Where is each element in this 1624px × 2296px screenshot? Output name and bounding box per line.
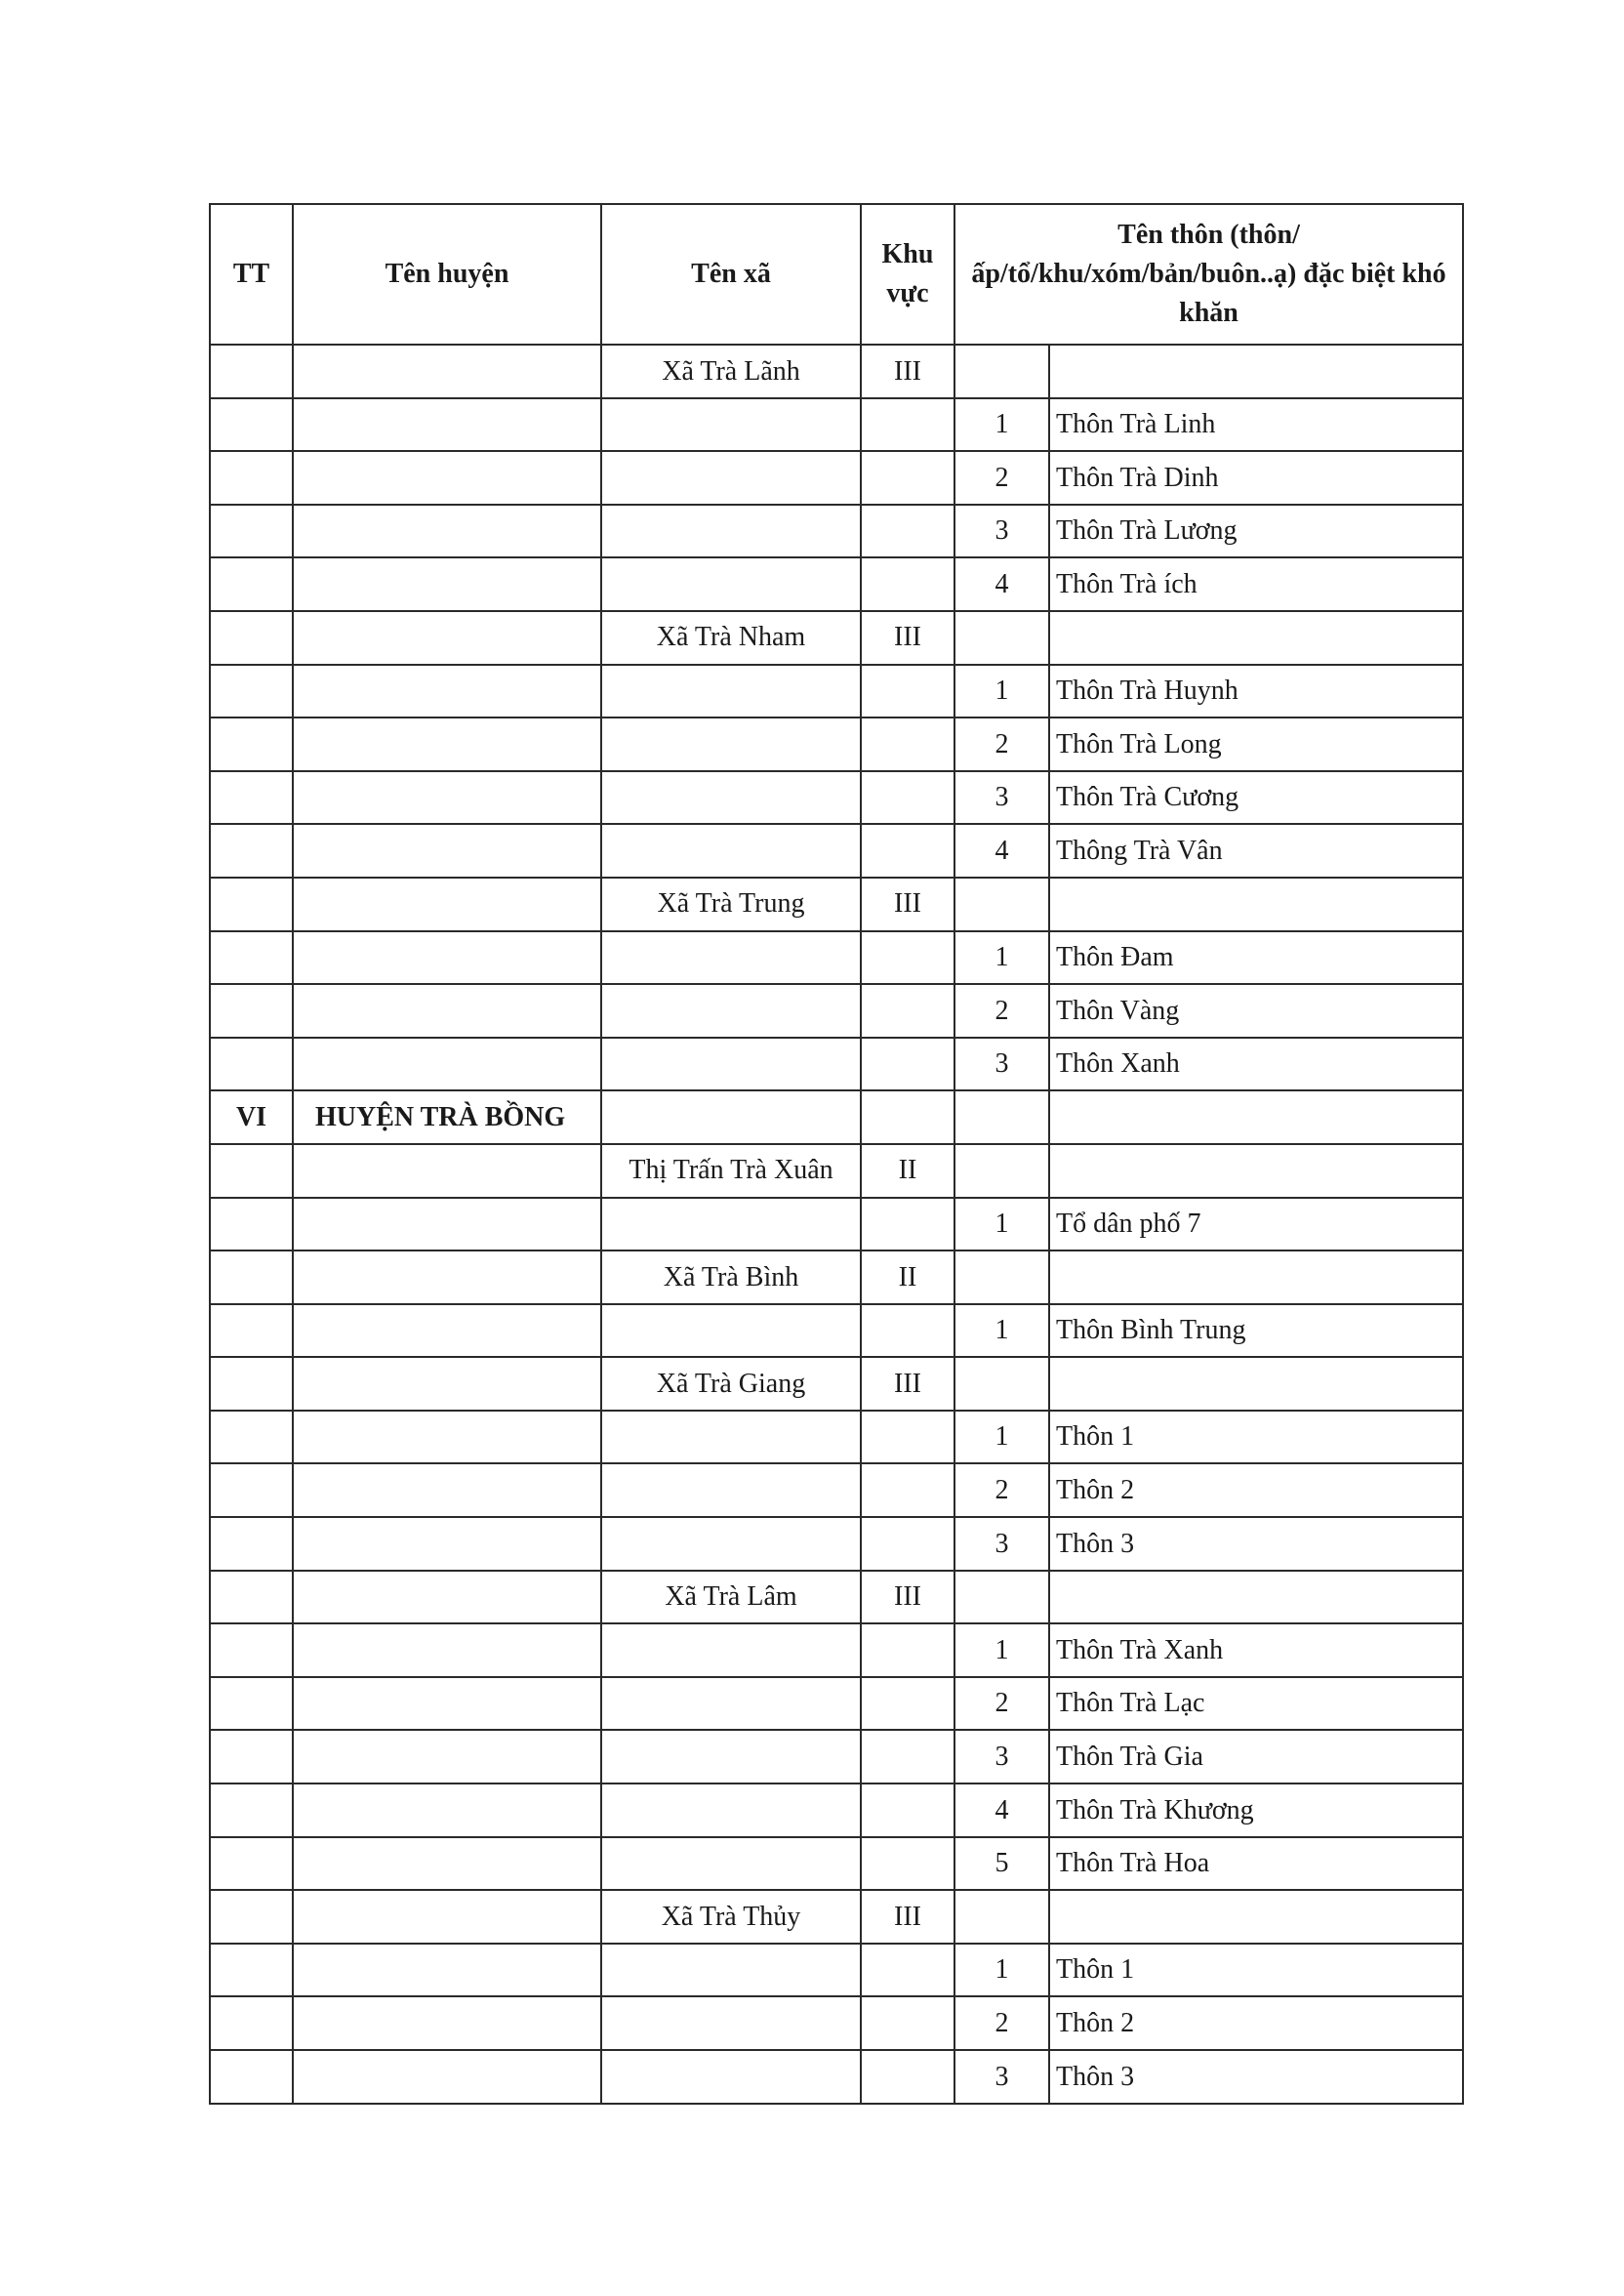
cell-district [293, 1517, 601, 1571]
table-row [210, 611, 1463, 665]
cell-region [861, 1730, 954, 1784]
table-row [210, 931, 1463, 985]
cell-village-number: 1 [954, 1623, 1049, 1677]
table-row [210, 2050, 1463, 2104]
cell-tt [210, 345, 293, 398]
cell-village-name: Thông Trà Vân [1049, 824, 1463, 878]
cell-village-number: 3 [954, 1730, 1049, 1784]
table-row [210, 665, 1463, 718]
cell-village-number: 4 [954, 824, 1049, 878]
cell-village-name [1049, 878, 1463, 931]
cell-tt [210, 1144, 293, 1198]
cell-district [293, 1996, 601, 2050]
cell-commune [601, 505, 861, 558]
cell-commune: Xã Trà Thủy [601, 1890, 861, 1944]
cell-region: II [861, 1144, 954, 1198]
cell-district [293, 1144, 601, 1198]
table-row [210, 771, 1463, 825]
cell-village-number [954, 1144, 1049, 1198]
cell-village-name: Thôn Bình Trung [1049, 1304, 1463, 1358]
cell-village-name: Thôn Trà Long [1049, 718, 1463, 771]
cell-village-number [954, 1890, 1049, 1944]
cell-region [861, 1837, 954, 1891]
cell-district [293, 1623, 601, 1677]
cell-village-number: 2 [954, 1463, 1049, 1517]
table-row [210, 1996, 1463, 2050]
cell-district [293, 2050, 601, 2104]
cell-tt: VI [210, 1090, 293, 1144]
cell-village-name: Thôn 3 [1049, 1517, 1463, 1571]
cell-district [293, 878, 601, 931]
cell-commune [601, 398, 861, 452]
cell-district [293, 771, 601, 825]
cell-tt [210, 1304, 293, 1358]
cell-commune [601, 1837, 861, 1891]
cell-commune [601, 1677, 861, 1731]
cell-commune [601, 1996, 861, 2050]
villages-table [209, 203, 1464, 2105]
cell-village-name [1049, 1250, 1463, 1304]
cell-tt [210, 1463, 293, 1517]
cell-tt [210, 1677, 293, 1731]
header-huyen: Tên huyện [293, 204, 601, 345]
cell-region [861, 398, 954, 452]
cell-village-number: 4 [954, 1784, 1049, 1837]
cell-region [861, 1304, 954, 1358]
cell-commune [601, 451, 861, 505]
cell-region: III [861, 878, 954, 931]
cell-village-name: Thôn Trà Dinh [1049, 451, 1463, 505]
cell-village-number: 1 [954, 1304, 1049, 1358]
cell-district [293, 1250, 601, 1304]
cell-village-number: 1 [954, 931, 1049, 985]
cell-district [293, 345, 601, 398]
cell-tt [210, 665, 293, 718]
cell-district [293, 665, 601, 718]
cell-commune [601, 1944, 861, 1997]
table-row [210, 984, 1463, 1038]
cell-tt [210, 557, 293, 611]
cell-region [861, 931, 954, 985]
cell-village-name [1049, 345, 1463, 398]
table-row [210, 451, 1463, 505]
table-row [210, 1571, 1463, 1624]
cell-commune [601, 1090, 861, 1144]
cell-tt [210, 1730, 293, 1784]
cell-tt [210, 771, 293, 825]
cell-commune [601, 718, 861, 771]
cell-region: III [861, 1357, 954, 1411]
cell-region [861, 1198, 954, 1251]
cell-village-name: Thôn Trà Lương [1049, 505, 1463, 558]
cell-village-number: 3 [954, 505, 1049, 558]
cell-district [293, 398, 601, 452]
cell-region [861, 557, 954, 611]
cell-tt [210, 1198, 293, 1251]
cell-district [293, 1038, 601, 1091]
header-khu-vuc: Khu vực [861, 204, 954, 345]
cell-village-name [1049, 1357, 1463, 1411]
cell-village-number: 2 [954, 451, 1049, 505]
cell-commune [601, 1784, 861, 1837]
cell-commune [601, 1038, 861, 1091]
table-row [210, 1730, 1463, 1784]
cell-district [293, 1411, 601, 1464]
cell-village-name: Tổ dân phố 7 [1049, 1198, 1463, 1251]
cell-village-name: Thôn Trà Cương [1049, 771, 1463, 825]
cell-village-name: Thôn 3 [1049, 2050, 1463, 2104]
cell-village-name: Thôn Trà Linh [1049, 398, 1463, 452]
cell-village-name: Thôn Trà Hoa [1049, 1837, 1463, 1891]
cell-village-number [954, 1090, 1049, 1144]
cell-village-number: 1 [954, 398, 1049, 452]
cell-region [861, 1517, 954, 1571]
cell-commune [601, 665, 861, 718]
cell-commune: Xã Trà Bình [601, 1250, 861, 1304]
cell-district [293, 557, 601, 611]
table-row [210, 557, 1463, 611]
header-xa: Tên xã [601, 204, 861, 345]
cell-commune: Xã Trà Trung [601, 878, 861, 931]
cell-village-name: Thôn Trà Khương [1049, 1784, 1463, 1837]
header-thon: Tên thôn (thôn/ấp/tổ/khu/xóm/bản/buôn..ạ) đặc biệt khó khăn [954, 204, 1463, 345]
cell-village-name: Thôn Xanh [1049, 1038, 1463, 1091]
cell-commune: Thị Trấn Trà Xuân [601, 1144, 861, 1198]
cell-village-name: Thôn Trà ích [1049, 557, 1463, 611]
table-row [210, 1517, 1463, 1571]
cell-region [861, 1463, 954, 1517]
cell-region: III [861, 611, 954, 665]
cell-region [861, 451, 954, 505]
cell-district [293, 1784, 601, 1837]
cell-region: II [861, 1250, 954, 1304]
cell-district [293, 931, 601, 985]
table-row [210, 1463, 1463, 1517]
cell-region [861, 771, 954, 825]
cell-village-name: Thôn 1 [1049, 1411, 1463, 1464]
table-row [210, 1144, 1463, 1198]
cell-village-name: Thôn Đam [1049, 931, 1463, 985]
cell-tt [210, 1890, 293, 1944]
cell-village-number: 2 [954, 718, 1049, 771]
table-row [210, 398, 1463, 452]
cell-district [293, 1837, 601, 1891]
cell-tt [210, 398, 293, 452]
cell-region [861, 1038, 954, 1091]
cell-district [293, 1357, 601, 1411]
table-row [210, 345, 1463, 398]
cell-village-name [1049, 1090, 1463, 1144]
cell-tt [210, 505, 293, 558]
cell-village-number [954, 1571, 1049, 1624]
cell-district [293, 1677, 601, 1731]
cell-village-number [954, 1357, 1049, 1411]
cell-commune [601, 1623, 861, 1677]
cell-region [861, 1623, 954, 1677]
cell-village-number [954, 1250, 1049, 1304]
cell-region [861, 1411, 954, 1464]
cell-tt [210, 1996, 293, 2050]
cell-district [293, 1944, 601, 1997]
table-row [210, 878, 1463, 931]
cell-commune [601, 1198, 861, 1251]
table-row [210, 1944, 1463, 1997]
cell-village-number: 3 [954, 1038, 1049, 1091]
cell-commune: Xã Trà Lãnh [601, 345, 861, 398]
cell-village-name [1049, 1890, 1463, 1944]
cell-village-name: Thôn Vàng [1049, 984, 1463, 1038]
cell-commune [601, 931, 861, 985]
table-row [210, 718, 1463, 771]
cell-district [293, 1463, 601, 1517]
cell-village-number [954, 878, 1049, 931]
table-header-row [210, 204, 1463, 345]
cell-tt [210, 451, 293, 505]
table-row [210, 1837, 1463, 1891]
cell-region [861, 1784, 954, 1837]
cell-village-name [1049, 1144, 1463, 1198]
cell-village-number: 3 [954, 771, 1049, 825]
cell-village-number: 4 [954, 557, 1049, 611]
cell-region [861, 505, 954, 558]
cell-village-number: 1 [954, 665, 1049, 718]
cell-commune: Xã Trà Giang [601, 1357, 861, 1411]
table-row [210, 1038, 1463, 1091]
cell-tt [210, 1517, 293, 1571]
cell-commune: Xã Trà Nham [601, 611, 861, 665]
cell-village-name: Thôn 2 [1049, 1463, 1463, 1517]
district-row [210, 1090, 1463, 1144]
cell-village-number: 3 [954, 2050, 1049, 2104]
cell-district [293, 1198, 601, 1251]
cell-commune: Xã Trà Lâm [601, 1571, 861, 1624]
table-row [210, 1784, 1463, 1837]
cell-tt [210, 718, 293, 771]
cell-village-number: 1 [954, 1944, 1049, 1997]
cell-region [861, 1996, 954, 2050]
cell-tt [210, 1784, 293, 1837]
cell-village-number: 3 [954, 1517, 1049, 1571]
table-body [210, 345, 1463, 2104]
cell-tt [210, 1944, 293, 1997]
cell-commune [601, 824, 861, 878]
cell-region: III [861, 345, 954, 398]
cell-village-number: 2 [954, 1996, 1049, 2050]
cell-commune [601, 557, 861, 611]
cell-commune [601, 984, 861, 1038]
cell-commune [601, 1730, 861, 1784]
header-tt: TT [210, 204, 293, 345]
cell-village-number: 1 [954, 1198, 1049, 1251]
cell-village-number: 1 [954, 1411, 1049, 1464]
cell-district [293, 611, 601, 665]
table-row [210, 1250, 1463, 1304]
cell-district: HUYỆN TRÀ BỒNG [293, 1090, 601, 1144]
cell-region: III [861, 1571, 954, 1624]
cell-commune [601, 1304, 861, 1358]
cell-commune [601, 2050, 861, 2104]
cell-tt [210, 1357, 293, 1411]
cell-region [861, 984, 954, 1038]
cell-village-name [1049, 611, 1463, 665]
table-row [210, 1890, 1463, 1944]
cell-district [293, 1730, 601, 1784]
cell-village-name: Thôn Trà Huynh [1049, 665, 1463, 718]
cell-village-name: Thôn Trà Lạc [1049, 1677, 1463, 1731]
cell-commune [601, 1463, 861, 1517]
cell-tt [210, 878, 293, 931]
table-row [210, 824, 1463, 878]
cell-district [293, 1890, 601, 1944]
table-row [210, 505, 1463, 558]
cell-region [861, 718, 954, 771]
cell-village-number [954, 345, 1049, 398]
cell-village-name: Thôn Trà Xanh [1049, 1623, 1463, 1677]
cell-tt [210, 611, 293, 665]
cell-district [293, 718, 601, 771]
cell-tt [210, 1837, 293, 1891]
cell-region: III [861, 1890, 954, 1944]
cell-district [293, 984, 601, 1038]
table-row [210, 1623, 1463, 1677]
cell-village-name: Thôn Trà Gia [1049, 1730, 1463, 1784]
table-row [210, 1304, 1463, 1358]
cell-district [293, 1304, 601, 1358]
cell-tt [210, 2050, 293, 2104]
cell-village-number: 5 [954, 1837, 1049, 1891]
cell-tt [210, 1250, 293, 1304]
cell-tt [210, 1623, 293, 1677]
cell-district [293, 451, 601, 505]
table-row [210, 1198, 1463, 1251]
cell-district [293, 824, 601, 878]
cell-district [293, 505, 601, 558]
cell-tt [210, 984, 293, 1038]
cell-tt [210, 1411, 293, 1464]
cell-region [861, 665, 954, 718]
cell-village-name: Thôn 2 [1049, 1996, 1463, 2050]
cell-region [861, 824, 954, 878]
cell-district [293, 1571, 601, 1624]
cell-commune [601, 1517, 861, 1571]
cell-village-name [1049, 1571, 1463, 1624]
table-row [210, 1677, 1463, 1731]
cell-tt [210, 824, 293, 878]
cell-tt [210, 931, 293, 985]
cell-region [861, 1677, 954, 1731]
cell-commune [601, 1411, 861, 1464]
cell-region [861, 1944, 954, 1997]
cell-village-number: 2 [954, 1677, 1049, 1731]
cell-tt [210, 1038, 293, 1091]
cell-village-name: Thôn 1 [1049, 1944, 1463, 1997]
cell-region [861, 1090, 954, 1144]
cell-village-number: 2 [954, 984, 1049, 1038]
table-row [210, 1411, 1463, 1464]
cell-tt [210, 1571, 293, 1624]
cell-region [861, 2050, 954, 2104]
cell-village-number [954, 611, 1049, 665]
cell-commune [601, 771, 861, 825]
table-row [210, 1357, 1463, 1411]
